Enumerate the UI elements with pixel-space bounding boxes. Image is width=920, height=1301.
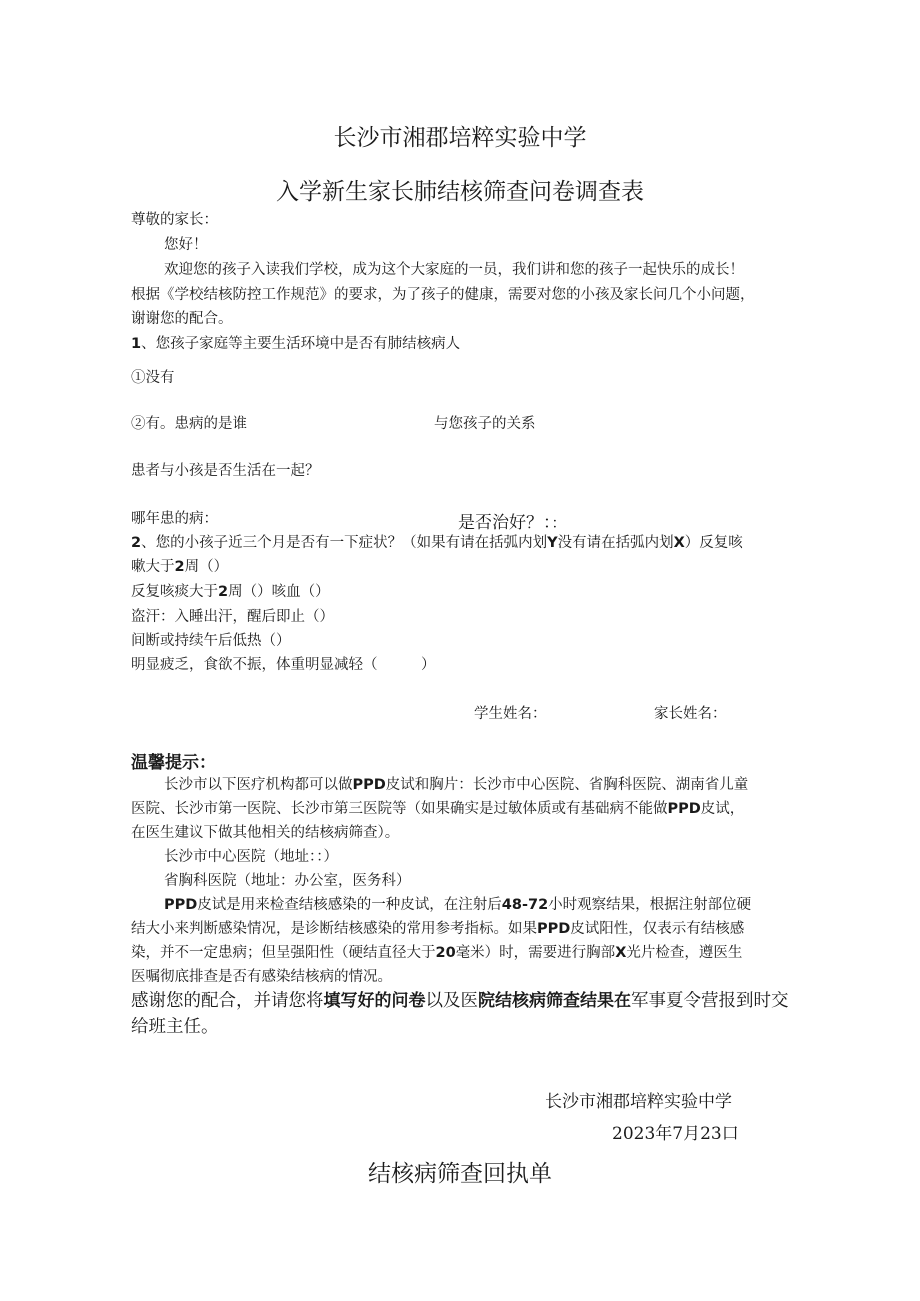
question-2-text-b: 没有请在括弧内划	[557, 535, 674, 551]
tips-line-ppd-2	[131, 921, 744, 937]
q1-cured-tail: ：	[551, 516, 566, 532]
tips-line-ppd-1	[164, 897, 751, 913]
hours-range: 48-72	[501, 897, 549, 913]
question-2-mark-y: Y	[547, 535, 558, 551]
symptom-phlegm-weeks: 2	[218, 584, 229, 600]
ppd-term: PPD	[537, 921, 571, 937]
thanks-e: 军事夏令营报到时交给班主任。	[131, 991, 789, 1037]
form-title: 入学新生家长肺结核筛查问卷调查表	[276, 179, 644, 205]
tips-title: 温馨提示：	[131, 753, 216, 773]
footer-date: 2023年7月23口	[612, 1124, 739, 1144]
symptom-cough-weeks: 2	[174, 559, 185, 575]
q1-live-together: 患者与小孩是否生活在一起？	[131, 463, 320, 479]
parent-name-label: 家长姓名：	[654, 706, 727, 722]
tips-line-ppd-3	[131, 945, 742, 961]
question-2	[131, 535, 743, 551]
question-2-mark-x: X	[673, 535, 685, 551]
tips-l7b: 皮试阳性，仅表示有结核感	[570, 921, 745, 937]
diameter-value: 20	[435, 945, 456, 961]
receipt-title: 结核病筛查回执单	[368, 1161, 552, 1187]
q1-option-yes: ②有。患病的是谁	[131, 416, 247, 432]
q1-option-none: ①没有	[131, 370, 175, 386]
x-ray-mark: X	[615, 945, 627, 961]
footer-school: 长沙市湘郡培粹实验中学	[545, 1092, 732, 1112]
tips-line-ppd-4: 医嘱彻底排查是否有感染结核病的情况。	[131, 969, 392, 985]
question-2-text-a: 、您的小孩子近三个月是否有一下症状？（如果有请在括弧内划	[141, 535, 548, 551]
greeting: 您好！	[164, 237, 208, 253]
ppd-term: PPD	[164, 897, 198, 913]
student-name-label: 学生姓名：	[474, 706, 547, 722]
symptom-cough-a: 嗽大于	[131, 559, 175, 575]
symptom-phlegm	[131, 584, 330, 600]
question-2-number: 2	[131, 535, 142, 551]
thanks-paragraph	[131, 988, 796, 1040]
tips-l6b: 小时观察结果，根据注射部位硬	[548, 897, 752, 913]
tips-line-1	[164, 777, 748, 793]
q1-cured-label: 是否治好？：	[458, 513, 552, 533]
salutation: 尊敬的家长：	[131, 212, 218, 228]
question-1-text: 、您孩子家庭等主要生活环境中是否有肺结核病人	[141, 336, 461, 352]
thanks-d: 院结核病筛查结果在	[478, 991, 631, 1011]
thanks-c: 以及医	[425, 991, 478, 1011]
intro-paragraph-2-line-1: 根据《学校结核防控工作规范》的要求，为了孩子的健康，需要对您的小孩及家长问几个小问题，	[131, 287, 755, 303]
tips-l8c: 光片检查，遵医生	[626, 945, 743, 961]
symptom-cough-b: 周（）	[184, 559, 229, 575]
tips-l2b: 皮试，	[700, 801, 745, 817]
symptom-fever: 间断或持续午后低热（）	[131, 633, 291, 649]
q1-cured	[458, 508, 566, 533]
tips-line-2	[131, 801, 744, 817]
q1-year-label: 哪年患的病：	[131, 511, 218, 527]
symptom-cough	[131, 559, 228, 575]
ppd-term: PPD	[667, 801, 701, 817]
tips-l1a: 长沙市以下医疗机构都可以做	[164, 777, 353, 793]
tips-l7a: 结大小来判断感染情况，是诊断结核感染的常用参考指标。如果	[131, 921, 537, 937]
tips-line-3: 在医生建议下做其他相关的结核病筛查）。	[131, 825, 400, 841]
question-1-number: 1	[131, 336, 142, 352]
intro-paragraph-2-line-2: 谢谢您的配合。	[131, 311, 233, 327]
symptom-night-sweat: 盗汗：入睡出汗，醒后即止（）	[131, 609, 334, 625]
tips-line-central-hospital: 长沙市中心医院（地址：：）	[164, 849, 338, 865]
symptom-fatigue: 明显疲乏，食欲不振，体重明显减轻（ ）	[131, 657, 436, 673]
ppd-term: PPD	[352, 777, 386, 793]
tips-l8a: 染，并不一定患病；但呈强阳性（硬结直径大于	[131, 945, 436, 961]
thanks-a: 感谢您的配合，并请您将	[131, 991, 324, 1011]
question-2-text-c: ）反复咳	[684, 535, 743, 551]
tips-l6a: 皮试是用来检查结核感染的一种皮试，在注射后	[197, 897, 502, 913]
symptom-phlegm-b: 周（）咳血（）	[228, 584, 330, 600]
tips-l8b: 毫米）时，需要进行胸部	[455, 945, 616, 961]
tips-line-chest-hospital: 省胸科医院（地址：办公室，医务科）	[164, 873, 411, 889]
symptom-phlegm-a: 反复咳痰大于	[131, 584, 218, 600]
tips-l2a: 医院、长沙市第一医院、长沙市第三医院等（如果确实是过敏体质或有基础病不能做	[131, 801, 668, 817]
school-title: 长沙市湘郡培粹实验中学	[333, 125, 587, 151]
intro-paragraph-1: 欢迎您的孩子入读我们学校，成为这个大家庭的一员，我们讲和您的孩子一起快乐的成长！	[164, 262, 744, 278]
q1-relation-label: 与您孩子的关系	[434, 416, 536, 432]
tips-l1b: 皮试和胸片：长沙市中心医院、省胸科医院、湖南省儿童	[385, 777, 749, 793]
thanks-b: 填写好的问卷	[323, 991, 426, 1011]
question-1	[131, 336, 460, 352]
